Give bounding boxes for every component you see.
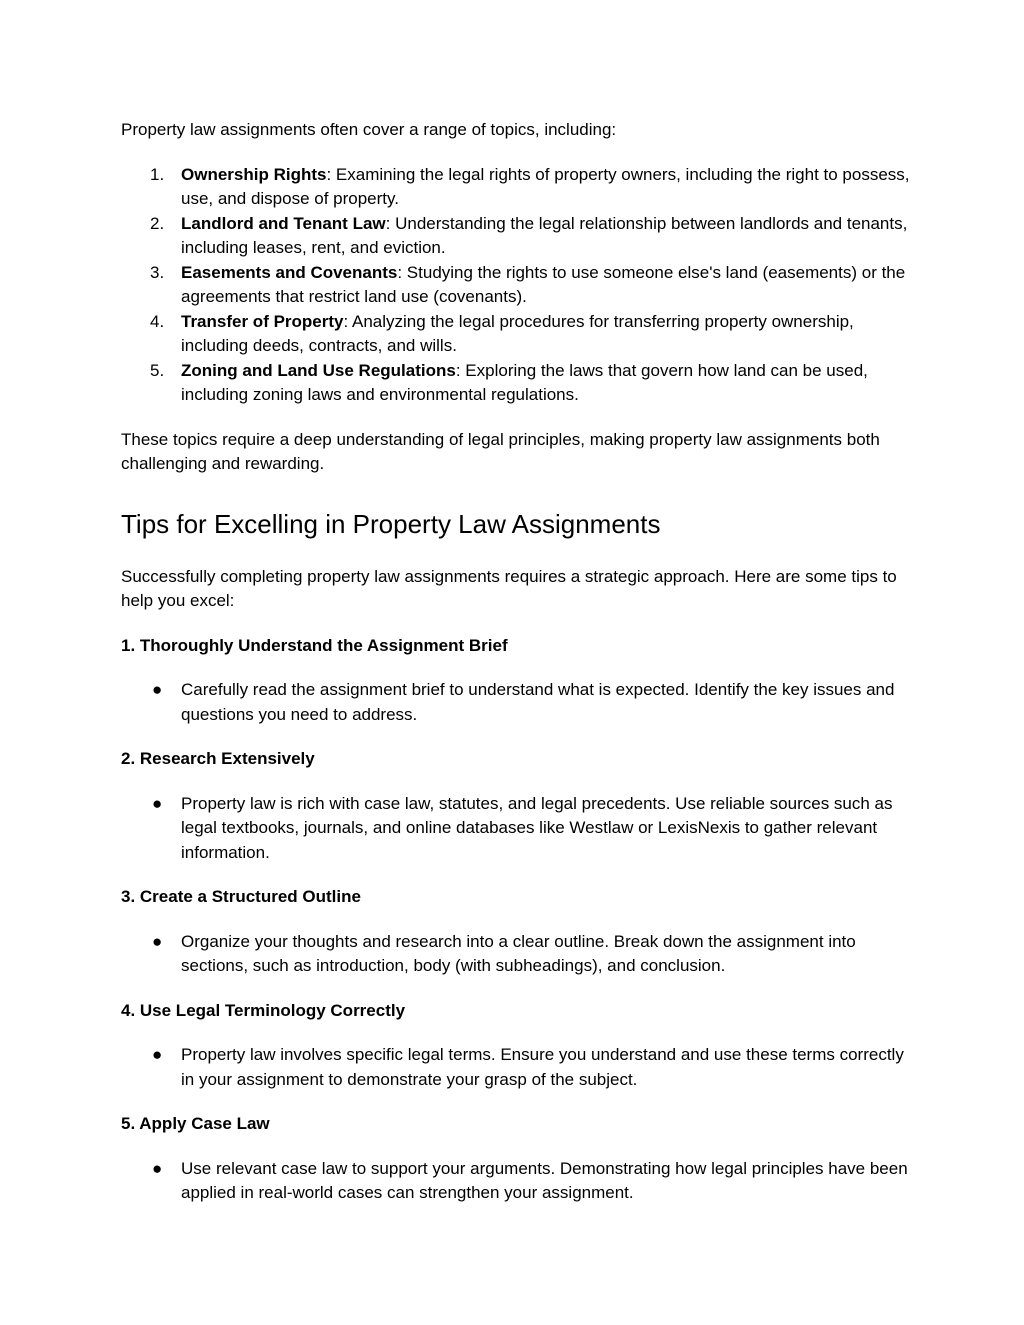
section-title: Tips for Excelling in Property Law Assignments [121,508,661,539]
topic-text: : Analyzing the legal procedures for transferring property ownership, including deeds, contracts, and wills. [181,311,854,355]
list-item [121,930,911,979]
topics-summary: These topics require a deep understanding of legal principles, making property law assignments both challenging and rewarding. [121,429,880,473]
list-item [121,212,911,261]
list-number: 3. [150,262,165,282]
list-number: 4. [150,311,165,331]
list-item [121,359,911,408]
document-page [121,118,911,1206]
list-number: 5. [150,360,165,380]
topic-text: : Examining the legal rights of property owners, including the right to possess, use, and dispose of property. [181,164,910,208]
section-lead: Successfully completing property law assignments requires a strategic approach. Here are some tips to help you excel: [121,566,897,610]
tip-text: Use relevant case law to support your arguments. Demonstrating how legal principles have been applied in real-world cases can strengthen your assignment. [181,1158,908,1202]
topic-term: Ownership Rights [181,164,327,184]
tip-text: Organize your thoughts and research into a clear outline. Break down the assignment into sections, such as introduction, body (with subheadings), and conclusion. [181,931,856,975]
topic-term: Easements and Covenants [181,262,398,282]
tip-heading: 4. Use Legal Terminology Correctly [121,1000,406,1020]
list-item [121,678,911,727]
tip-bullets [121,1043,911,1092]
bullet-icon: ● [152,793,163,813]
tip-heading: 1. Thoroughly Understand the Assignment Brief [121,635,508,655]
bullet-icon: ● [152,931,163,951]
bullet-icon: ● [152,1045,163,1064]
tip-bullets [121,1157,911,1206]
tip-text: Property law is rich with case law, statutes, and legal precedents. Use reliable sources such as legal textbooks, journals, and online databases like Westlaw or LexisNexis to gather relevant information. [181,793,893,862]
topic-term: Zoning and Land Use Regulations [181,360,456,380]
list-item [121,261,911,310]
tip-heading: 3. Create a Structured Outline [121,887,361,906]
topic-text: : Studying the rights to use someone else's land (easements) or the agreements that restrict land use (covenants). [181,262,906,306]
tip-bullets [121,792,911,866]
tip-text: Carefully read the assignment brief to understand what is expected. Identify the key issues and questions you need to address. [181,680,895,724]
list-number: 2. [150,213,165,233]
bullet-icon: ● [152,1158,163,1178]
list-item [121,310,911,359]
tip-bullets [121,930,911,979]
topic-text: : Understanding the legal relationship between landlords and tenants, including leases, rent, and eviction. [181,213,908,257]
list-item [121,1043,911,1092]
topic-text: : Exploring the laws that govern how land can be used, including zoning laws and environmental regulations. [181,360,868,404]
topic-term: Transfer of Property [181,311,344,331]
list-number: 1. [150,164,165,184]
tip-text: Property law involves specific legal terms. Ensure you understand and use these terms correctly in your assignment to demonstrate your grasp of the subject. [181,1045,904,1089]
tip-heading: 2. Research Extensively [121,749,315,768]
list-item [121,792,911,866]
list-item [121,163,911,212]
intro-paragraph: Property law assignments often cover a range of topics, including: [121,120,617,139]
topic-term: Landlord and Tenant Law [181,213,386,233]
tip-bullets [121,678,911,727]
bullet-icon: ● [152,680,163,699]
tip-heading: 5. Apply Case Law [121,1114,270,1133]
list-item [121,1157,911,1206]
topics-list [121,163,911,408]
